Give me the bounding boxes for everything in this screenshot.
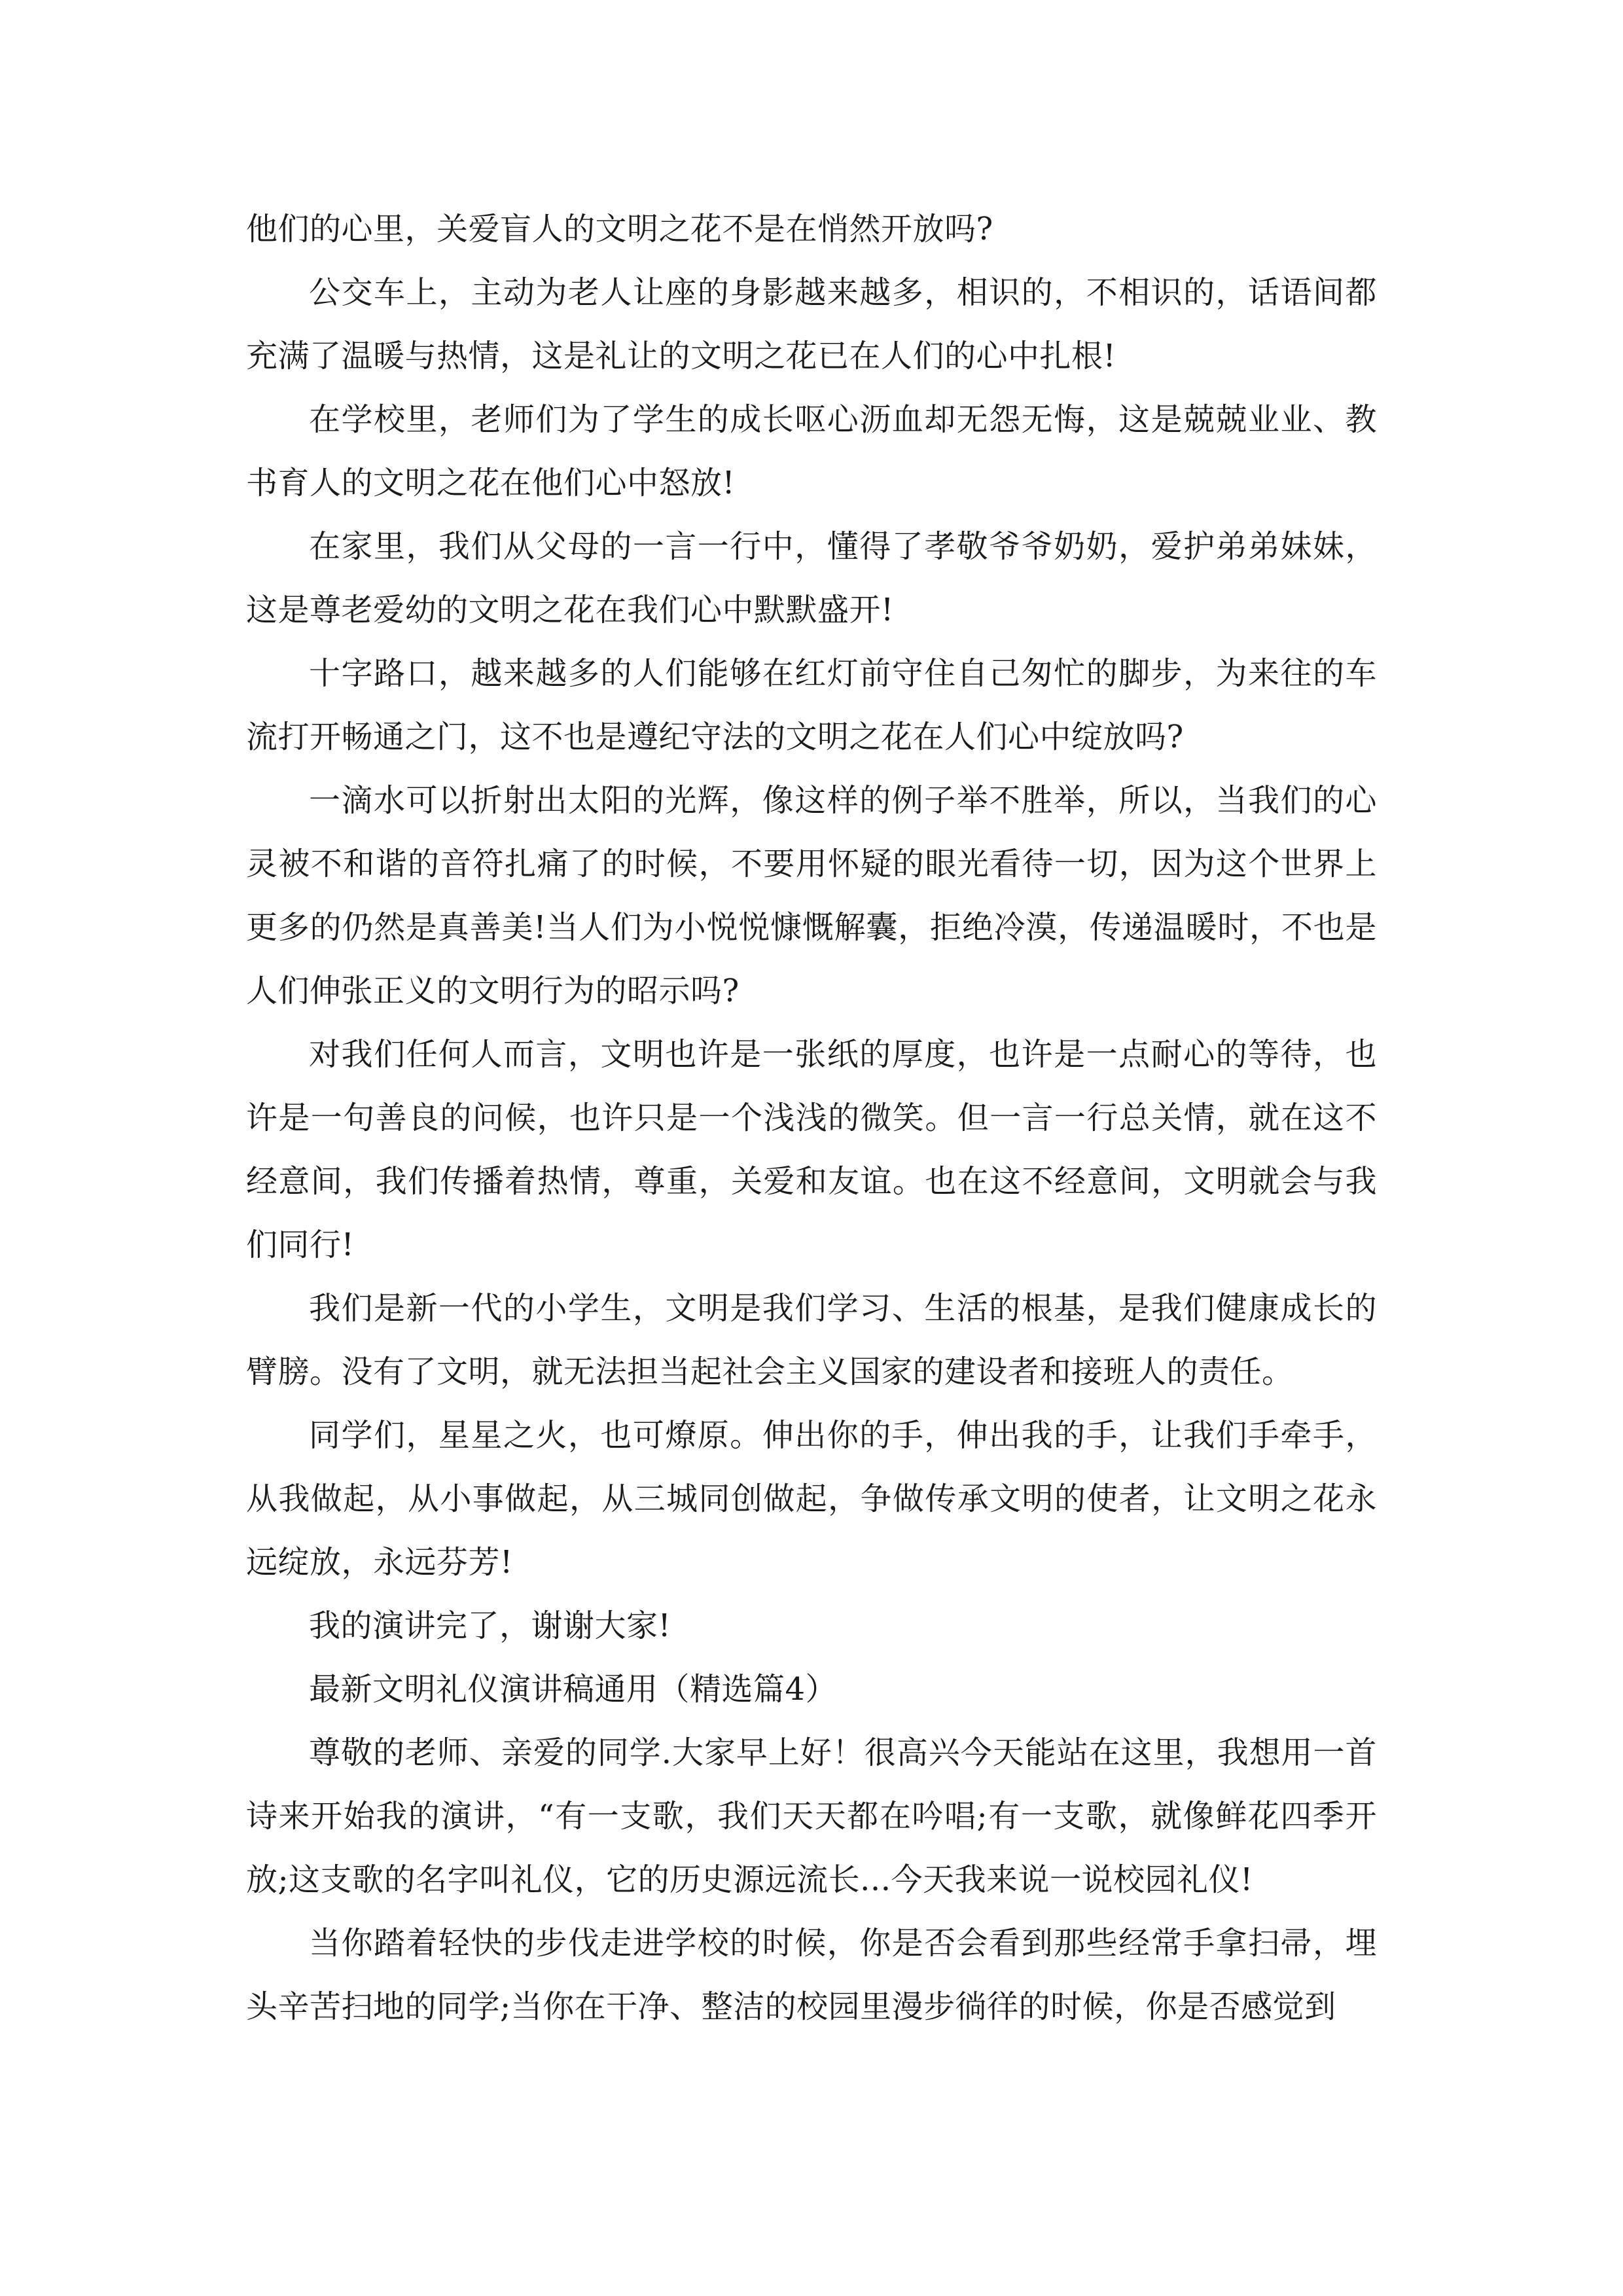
paragraph-7: 对我们任何人而言，文明也许是一张纸的厚度，也许是一点耐心的等待，也许是一句善良的问候，也许只是一个浅浅的微笑。但一言一行总关情，就在这不经意间，我们传播着热情，尊重，关爱和友谊。也在这不经意间，文明就会与我们同行! bbox=[246, 1036, 1377, 1263]
document-body bbox=[246, 198, 1377, 2039]
paragraph-4: 在家里，我们从父母的一言一行中，懂得了孝敬爷爷奶奶，爱护弟弟妹妹，这是尊老爱幼的文明之花在我们心中默默盛开! bbox=[246, 528, 1377, 628]
paragraph-3: 在学校里，老师们为了学生的成长呕心沥血却无怨无悔，这是兢兢业业、教书育人的文明之花在他们心中怒放! bbox=[246, 401, 1377, 501]
paragraph-5: 十字路口，越来越多的人们能够在红灯前守住自己匆忙的脚步，为来往的车流打开畅通之门，这不也是遵纪守法的文明之花在人们心中绽放吗? bbox=[246, 655, 1377, 755]
paragraph-8: 我们是新一代的小学生，文明是我们学习、生活的根基，是我们健康成长的臂膀。没有了文明，就无法担当起社会主义国家的建设者和接班人的责任。 bbox=[246, 1290, 1377, 1390]
paragraph-2: 公交车上，主动为老人让座的身影越来越多，相识的，不相识的，话语间都充满了温暖与热情，这是礼让的文明之花已在人们的心中扎根! bbox=[246, 274, 1377, 374]
paragraph-9: 同学们，星星之火，也可燎原。伸出你的手，伸出我的手，让我们手牵手，从我做起，从小事做起，从三城同创做起，争做传承文明的使者，让文明之花永远绽放，永远芬芳! bbox=[246, 1417, 1377, 1581]
paragraph-10: 我的演讲完了，谢谢大家! bbox=[309, 1607, 671, 1644]
paragraph-13: 当你踏着轻快的步伐走进学校的时候，你是否会看到那些经常手拿扫帚，埋头辛苦扫地的同学;当你在干净、整洁的校园里漫步徜徉的时候，你是否感觉到 bbox=[246, 1925, 1377, 2025]
paragraph-12: 尊敬的老师、亲爱的同学.大家早上好！很高兴今天能站在这里，我想用一首诗来开始我的演讲，“有一支歌，我们天天都在吟唱;有一支歌，就像鲜花四季开放;这支歌的名字叫礼仪，它的历史源远流长...今天我来说一说校园礼仪! bbox=[246, 1734, 1377, 1898]
paragraph-1: 他们的心里，关爱盲人的文明之花不是在悄然开放吗? bbox=[246, 211, 993, 247]
section-heading: 最新文明礼仪演讲稿通用（精选篇4） bbox=[309, 1671, 838, 1708]
paragraph-6: 一滴水可以折射出太阳的光辉，像这样的例子举不胜举，所以，当我们的心灵被不和谐的音符扎痛了的时候，不要用怀疑的眼光看待一切，因为这个世界上更多的仍然是真善美!当人们为小悦悦慷慨解囊，拒绝冷漠，传递温暖时，不也是人们伸张正义的文明行为的昭示吗? bbox=[246, 782, 1377, 1009]
